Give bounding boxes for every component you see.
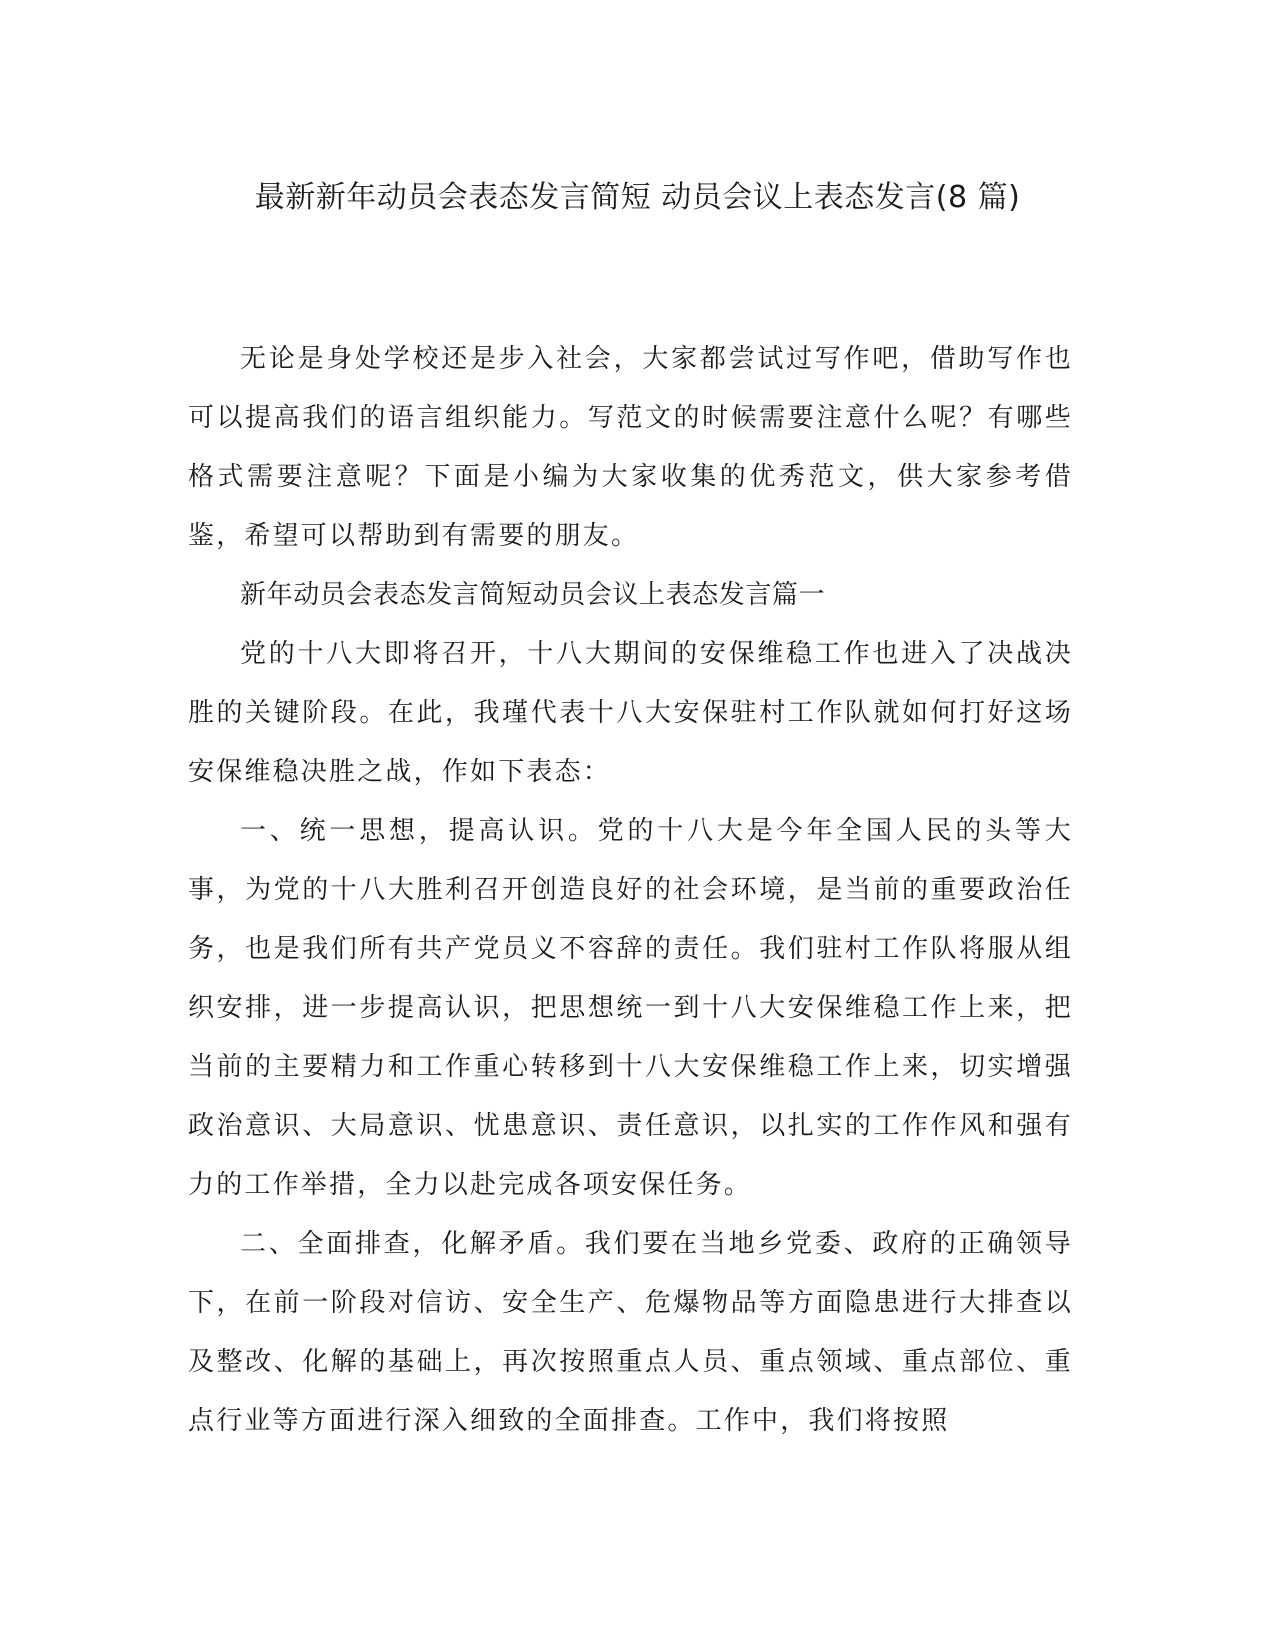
body-paragraph: 党的十八大即将召开，十八大期间的安保维稳工作也进入了决战决胜的关键阶段。在此，我瑾代表十八大安保驻村工作队就如何打好这场安保维稳决胜之战，作如下表态： [188, 639, 1073, 787]
body-paragraph: 二、全面排查，化解矛盾。我们要在当地乡党委、政府的正确领导下，在前一阶段对信访、安全生产、危爆物品等方面隐患进行大排查以及整改、化解的基础上，再次按照重点人员、重点领域、重点部位、重点行业等方面进行深入细致的全面排查。工作中，我们将按照 [188, 1229, 1073, 1436]
document-body [188, 330, 1073, 1451]
intro-paragraph: 无论是身处学校还是步入社会，大家都尝试过写作吧，借助写作也可以提高我们的语言组织能力。写范文的时候需要注意什么呢？有哪些格式需要注意呢？下面是小编为大家收集的优秀范文，供大家参考借鉴，希望可以帮助到有需要的朋友。 [188, 344, 1073, 551]
section-heading: 新年动员会表态发言简短动员会议上表态发言篇一 [240, 580, 826, 610]
body-paragraph: 一、统一思想，提高认识。党的十八大是今年全国人民的头等大事，为党的十八大胜利召开创造良好的社会环境，是当前的重要政治任务，也是我们所有共产党员义不容辞的责任。我们驻村工作队将服从组织安排，进一步提高认识，把思想统一到十八大安保维稳工作上来，把当前的主要精力和工作重心转移到十八大安保维稳工作上来，切实增强政治意识、大局意识、忧患意识、责任意识，以扎实的工作作风和强有力的工作举措，全力以赴完成各项安保任务。 [188, 816, 1073, 1200]
document-title: 最新新年动员会表态发言简短 动员会议上表态发言(8 篇) [254, 180, 1021, 215]
